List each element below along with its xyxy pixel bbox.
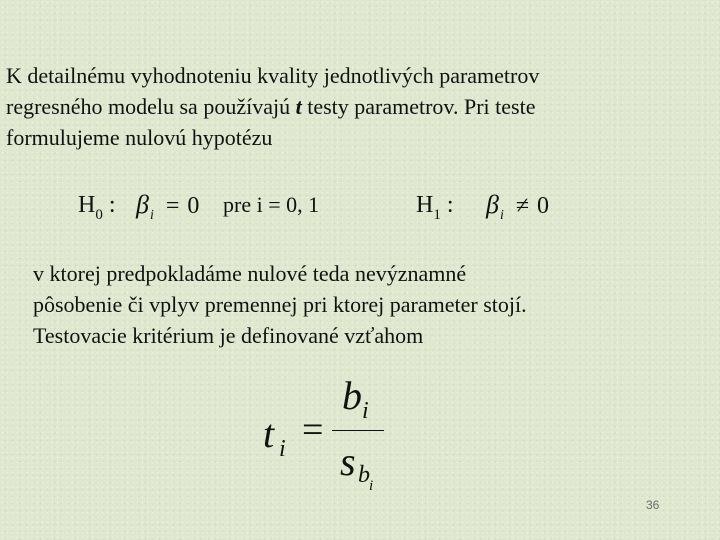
explanation-line-2: pôsobenie či vplyv premennej pri ktorej parameter stojí. [33,292,527,317]
formula-numerator-index: i [362,398,369,424]
h1-zero: 0 [537,193,550,219]
formula-numerator-b: b [342,373,362,418]
t-symbol: t [295,94,302,119]
h0-label [78,192,116,223]
h1-label [416,192,454,223]
explanation-line-1: v ktorej predpokladáme nulové teda nevýznamné [33,261,467,286]
h0-colon: : [102,192,116,218]
intro-line-3: formulujeme nulovú hypotézu [6,125,273,150]
h1-subscript: 1 [433,207,441,223]
intro-line-2 [6,91,706,122]
h1-index: i [499,208,504,223]
explanation-line-3: Testovacie kritérium je definované vzťahom [33,323,424,348]
h0-equals: = [165,193,180,219]
test-statistic-formula [260,370,400,500]
formula-t-index: i [279,436,286,462]
formula-denominator-subscript: b [358,462,370,488]
h0-beta: β [136,190,149,219]
h1-not-equal: ≠ [515,193,530,219]
h1-colon: : [440,192,454,218]
formula-equals: = [302,409,324,451]
intro-line-2-end: testy parametrov. Pri teste [301,94,536,119]
h0-formula [136,190,200,223]
intro-paragraph [6,60,706,153]
h0-subscript: 0 [95,207,103,223]
h1-beta: β [486,190,499,219]
h0-index: i [149,208,154,223]
formula-denominator-s: s [340,439,356,484]
intro-line-2-start: regresného modelu sa používajú [6,94,296,119]
formula-t: t [263,411,275,456]
h1-letter: H [416,192,434,218]
h1-formula [486,190,550,223]
h0-range: pre i = 0, 1 [223,192,320,217]
intro-line-1: K detailnému vyhodnoteniu kvality jednotlivých parametrov [6,63,540,88]
h0-zero: 0 [187,193,200,219]
fraction-bar [332,430,384,431]
h0-letter: H [78,192,96,218]
page-number: 36 [646,498,660,512]
formula-denominator-subsubscript: i [369,478,374,494]
explanation-paragraph [33,258,713,351]
